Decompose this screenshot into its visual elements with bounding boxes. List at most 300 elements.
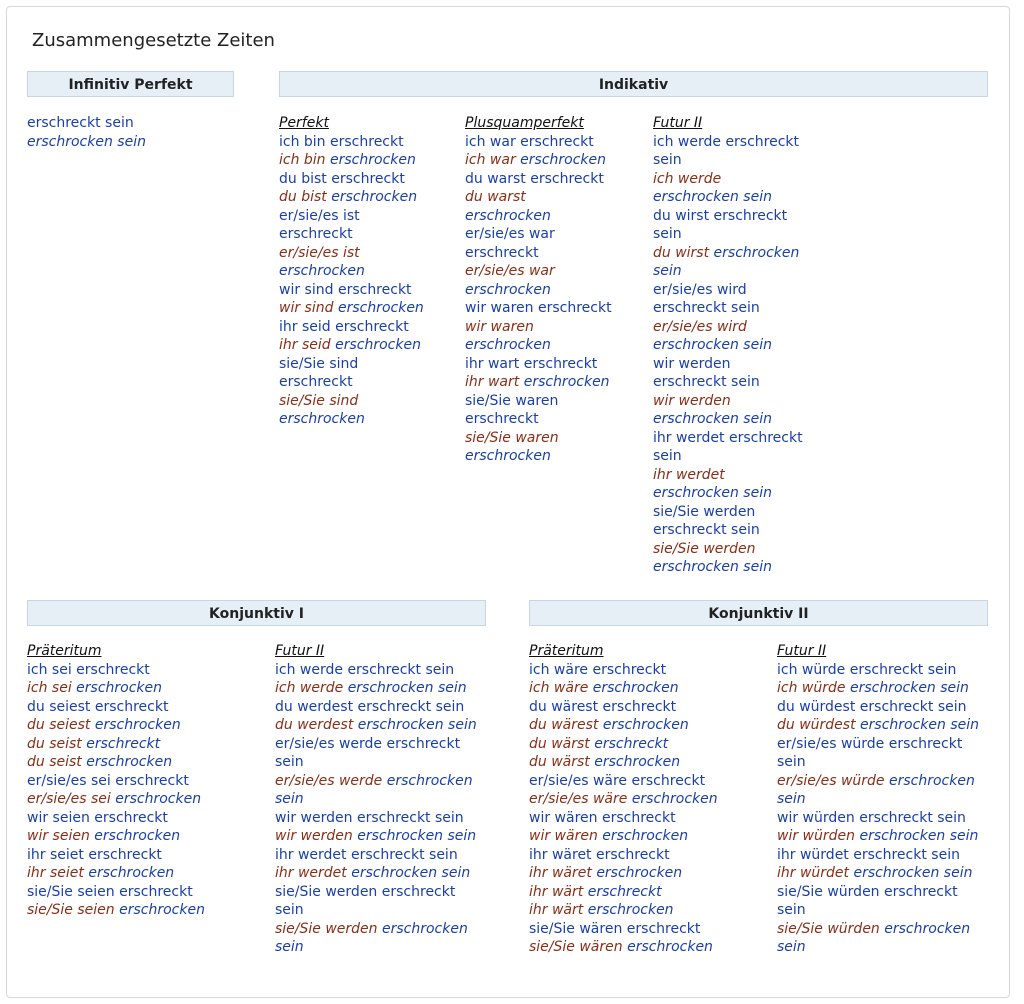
form-pronoun: ihr seiet <box>27 846 84 863</box>
form-verb: erschrocken <box>330 152 416 168</box>
conjugation-form <box>465 318 615 355</box>
form-pronoun: ich würde <box>777 680 846 696</box>
form-verb: erschreckt <box>587 883 662 900</box>
conjugation-form <box>279 188 429 207</box>
conjugation-form <box>777 827 987 846</box>
conjugation-form <box>27 716 257 735</box>
conjugation-form <box>777 883 987 920</box>
form-verb: erschreckt sein <box>356 809 464 826</box>
form-pronoun: ich sei <box>27 680 72 696</box>
form-pronoun: wir seien <box>27 809 90 826</box>
k2-praeteritum-title: Präteritum <box>529 643 604 659</box>
form-pronoun: er/sie/es werde <box>275 772 383 789</box>
form-pronoun: ihr seiet <box>27 865 84 881</box>
form-verb: erschrocken sein <box>653 485 772 501</box>
conjugation-form <box>27 846 257 865</box>
form-verb: erschrocken <box>465 281 551 298</box>
form-verb: erschrocken sein <box>653 189 772 205</box>
form-pronoun: sie/Sie wären <box>529 939 623 955</box>
conjugation-form <box>529 883 759 902</box>
form-pronoun: du würdest <box>777 717 856 733</box>
form-pronoun: ihr werdet <box>653 466 725 483</box>
conjugation-form <box>279 392 429 429</box>
form-verb: erschreckt sein <box>653 429 803 464</box>
conjugation-form <box>27 809 257 828</box>
form-pronoun: sie/Sie sind <box>279 355 359 372</box>
conjugation-form <box>275 679 485 698</box>
conjugation-form <box>275 661 485 680</box>
form-pronoun: er/sie/es würde <box>777 735 885 752</box>
conjugation-form <box>279 151 429 170</box>
form-verb: erschreckt <box>592 661 667 678</box>
plusquamperfekt-column <box>465 114 615 466</box>
form-pronoun: ich war <box>465 152 516 168</box>
form-verb: erschrocken <box>602 717 689 733</box>
conjugation-form <box>653 392 803 429</box>
page-title: Zusammengesetzte Zeiten <box>32 30 275 51</box>
conjugation-form <box>529 790 759 809</box>
conjugation-form <box>653 244 803 281</box>
form-pronoun: sie/Sie werden <box>275 920 378 937</box>
form-verb: erschreckt sein <box>653 300 760 316</box>
conjugation-form <box>275 883 485 920</box>
form-pronoun: ihr seid <box>279 318 331 335</box>
form-pronoun: sie/Sie sind <box>279 392 359 409</box>
form-verb: erschrocken sein <box>347 680 467 696</box>
form-pronoun: ihr werdet <box>653 429 725 446</box>
conjugation-form <box>27 114 146 133</box>
form-verb: erschrocken sein <box>351 865 471 881</box>
form-verb: erschreckt <box>86 735 161 752</box>
conjugation-form <box>465 133 615 152</box>
form-verb: erschrocken <box>115 791 202 807</box>
form-verb: erschrocken <box>465 337 551 353</box>
conjugation-form <box>279 318 429 337</box>
form-verb: erschrocken <box>279 263 365 279</box>
form-verb: erschreckt sein <box>275 883 456 918</box>
form-verb: erschrocken <box>94 828 181 844</box>
form-pronoun: ich würde <box>777 661 846 678</box>
conjugation-form <box>27 901 257 920</box>
conjugation-form <box>275 920 485 957</box>
conjugation-form <box>529 809 759 828</box>
form-verb: erschrocken <box>587 902 674 918</box>
k1-praeteritum-title: Präteritum <box>27 643 102 659</box>
form-verb: erschreckt <box>626 920 701 937</box>
form-verb: erschreckt <box>119 883 193 900</box>
conjugation-form <box>777 679 987 698</box>
form-verb: erschreckt <box>601 809 676 826</box>
conjugation-form <box>27 790 257 809</box>
conjugation-form <box>529 716 759 735</box>
form-pronoun: er/sie/es war <box>465 226 555 242</box>
form-verb: erschrocken sein <box>860 717 979 733</box>
form-pronoun: du seist <box>27 735 82 752</box>
conjugation-form <box>27 133 146 152</box>
conjugation-form <box>275 772 485 809</box>
conjugation-form <box>27 772 257 791</box>
form-pronoun: wir sind <box>279 281 334 298</box>
form-pronoun: ihr wart <box>465 355 520 372</box>
form-pronoun: wir waren <box>465 318 534 335</box>
form-verb: erschreckt sein <box>859 809 966 826</box>
infinitiv-forms <box>27 114 146 151</box>
form-pronoun: du wärest <box>529 717 599 733</box>
conjugation-form <box>529 827 759 846</box>
form-pronoun: sie/Sie wären <box>529 920 623 937</box>
conjugation-form <box>653 540 803 577</box>
conjugation-form <box>27 679 257 698</box>
form-verb: erschreckt <box>115 772 189 789</box>
k1-praeteritum-column <box>27 642 257 920</box>
form-pronoun: ihr seid <box>279 337 331 353</box>
conjugation-form <box>529 938 759 957</box>
form-pronoun: wir sind <box>279 300 334 316</box>
form-verb: erschreckt sein <box>849 661 957 678</box>
conjugation-form <box>777 809 987 828</box>
conjugation-form <box>279 133 429 152</box>
conjugation-form <box>279 299 429 318</box>
form-pronoun: ich werde <box>275 680 344 696</box>
conjugation-form <box>27 827 257 846</box>
form-verb: erschrocken sein <box>357 828 477 844</box>
perfekt-title: Perfekt <box>279 115 329 131</box>
form-pronoun: ihr werdet <box>275 846 347 863</box>
conjugation-form <box>653 429 803 466</box>
form-verb: erschreckt sein <box>347 661 455 678</box>
conjugation-form <box>465 373 615 392</box>
form-pronoun: er/sie/es sei <box>27 791 111 807</box>
form-verb: erschrocken sein <box>275 920 468 955</box>
form-verb: erschrocken sein <box>27 133 146 150</box>
form-pronoun: ich war <box>465 133 516 150</box>
form-verb: erschrocken <box>119 902 205 918</box>
form-pronoun: wir würden <box>777 809 855 826</box>
conjugation-form <box>27 661 257 680</box>
form-pronoun: du wirst <box>653 207 710 224</box>
form-verb: erschrocken sein <box>859 828 979 844</box>
form-pronoun: ihr wäret <box>529 846 592 863</box>
conjugation-form <box>653 355 803 392</box>
form-pronoun: ich bin <box>279 133 326 150</box>
form-verb: erschreckt <box>88 846 162 863</box>
form-pronoun: er/sie/es ist <box>279 207 360 224</box>
conjugation-form <box>529 753 759 772</box>
form-pronoun: wir waren <box>465 300 534 316</box>
form-verb: erschrocken sein <box>275 772 473 807</box>
form-verb: erschrocken sein <box>777 920 971 955</box>
form-verb: erschreckt <box>537 300 612 316</box>
conjugation-form <box>279 207 429 244</box>
conjugation-form <box>653 281 803 318</box>
form-pronoun: du wärst <box>529 754 590 770</box>
form-pronoun: du wärest <box>529 698 599 715</box>
k1-futur2-title: Futur II <box>275 643 325 659</box>
header-infinitiv-perfekt: Infinitiv Perfekt <box>27 71 234 97</box>
form-pronoun: ich werde <box>275 661 343 678</box>
futur2-indikativ-column <box>653 114 803 577</box>
form-pronoun: ihr wäret <box>529 865 592 881</box>
conjugation-form <box>465 299 615 318</box>
conjugation-form <box>465 170 615 189</box>
form-pronoun: sie/Sie werden <box>275 883 378 900</box>
form-verb: erschrocken <box>86 754 173 770</box>
k1-futur2-forms <box>275 661 485 957</box>
k2-praeteritum-column <box>529 642 759 957</box>
form-pronoun: er/sie/es sei <box>27 772 111 789</box>
conjugation-form <box>653 503 803 540</box>
conjugation-form <box>777 772 987 809</box>
form-verb: erschreckt <box>594 735 669 752</box>
header-konjunktiv-1: Konjunktiv I <box>27 600 486 626</box>
conjugation-form <box>279 336 429 355</box>
conjugation-form <box>529 661 759 680</box>
conjugation-form <box>529 679 759 698</box>
conjugation-form <box>275 809 485 828</box>
conjugation-form <box>275 716 485 735</box>
plusquamperfekt-title: Plusquamperfekt <box>465 115 584 131</box>
form-pronoun: sie/Sie seien <box>27 902 115 918</box>
form-verb: erschrocken <box>76 680 163 696</box>
form-verb: erschrocken <box>520 152 607 168</box>
form-pronoun: du bist <box>279 170 327 187</box>
form-pronoun: ich werde <box>653 170 722 187</box>
form-verb: erschreckt <box>279 374 353 390</box>
conjugation-form <box>465 188 615 225</box>
form-pronoun: wir werden <box>275 809 353 826</box>
form-verb: erschrocken <box>337 300 424 316</box>
form-verb: erschrocken sein <box>653 337 772 353</box>
form-pronoun: ich wäre <box>529 661 589 678</box>
form-verb: erschrocken sein <box>653 559 772 575</box>
conjugation-form <box>777 846 987 865</box>
form-pronoun: ihr wärt <box>529 902 584 918</box>
form-pronoun: sie/Sie würden <box>777 883 880 900</box>
form-pronoun: sie/Sie werden <box>653 503 756 520</box>
form-verb: erschreckt sein <box>27 115 134 131</box>
form-verb: erschrocken <box>523 374 610 390</box>
form-verb: erschrocken <box>465 207 551 224</box>
conjugation-form <box>653 170 803 207</box>
form-pronoun: er/sie/es würde <box>777 772 885 789</box>
form-pronoun: ich werde <box>653 133 721 150</box>
form-verb: erschreckt <box>337 281 412 298</box>
form-verb: erschreckt <box>76 661 150 678</box>
form-pronoun: er/sie/es werde <box>275 735 383 752</box>
conjugation-form <box>653 318 803 355</box>
form-verb: erschreckt sein <box>653 522 760 538</box>
form-verb: erschrocken <box>465 448 551 464</box>
form-pronoun: du seiest <box>27 698 91 715</box>
plusquamperfekt-forms <box>465 133 615 466</box>
form-pronoun: wir seien <box>27 828 90 844</box>
conjugation-form <box>653 207 803 244</box>
conjugation-form <box>275 735 485 772</box>
form-verb: erschreckt sein <box>859 698 967 715</box>
form-pronoun: er/sie/es wird <box>653 318 747 335</box>
form-pronoun: er/sie/es wäre <box>529 772 628 789</box>
form-verb: erschreckt sein <box>275 735 461 770</box>
conjugation-form <box>275 846 485 865</box>
conjugation-form <box>777 920 987 957</box>
form-verb: erschrocken sein <box>653 244 800 279</box>
conjugation-form <box>279 281 429 300</box>
conjugation-form <box>529 735 759 754</box>
form-verb: erschrocken sein <box>357 717 477 733</box>
form-verb: erschrocken <box>592 680 679 696</box>
conjugation-form <box>777 735 987 772</box>
conjugation-form <box>529 920 759 939</box>
form-pronoun: sie/Sie waren <box>465 392 559 409</box>
form-pronoun: du werdest <box>275 717 354 733</box>
form-verb: erschreckt <box>631 772 706 789</box>
conjugation-form <box>27 753 257 772</box>
form-verb: erschreckt <box>523 355 598 372</box>
form-pronoun: er/sie/es wird <box>653 281 747 298</box>
form-pronoun: ich bin <box>279 152 326 168</box>
form-pronoun: wir werden <box>275 828 353 844</box>
conjugation-form <box>465 429 615 466</box>
k2-futur2-forms <box>777 661 987 957</box>
form-verb: erschrocken <box>627 939 713 955</box>
conjugation-form <box>777 661 987 680</box>
form-verb: erschrocken sein <box>653 411 772 427</box>
form-verb: erschrocken <box>594 754 681 770</box>
form-verb: erschrocken <box>335 337 421 353</box>
conjugation-form <box>777 716 987 735</box>
conjugation-form <box>529 846 759 865</box>
form-pronoun: wir wären <box>529 828 598 844</box>
conjugation-form <box>653 133 803 170</box>
conjugation-form <box>529 864 759 883</box>
form-pronoun: du würdest <box>777 698 856 715</box>
form-pronoun: wir werden <box>653 392 731 409</box>
form-verb: erschreckt <box>465 244 539 261</box>
conjugation-form <box>275 864 485 883</box>
k2-futur2-column <box>777 642 987 957</box>
futur2-indikativ-forms <box>653 133 803 577</box>
form-pronoun: du seist <box>27 754 82 770</box>
form-verb: erschreckt sein <box>653 207 788 242</box>
conjugation-form <box>529 901 759 920</box>
form-verb: erschrocken <box>631 791 718 807</box>
form-verb: erschreckt sein <box>357 698 465 715</box>
form-verb: erschreckt <box>520 133 594 150</box>
conjugation-form <box>27 864 257 883</box>
conjugation-form <box>465 225 615 262</box>
form-verb: erschreckt sein <box>777 883 958 918</box>
conjugation-form <box>279 170 429 189</box>
form-verb: erschrocken <box>331 189 418 205</box>
form-pronoun: du warst <box>465 170 526 187</box>
conjugation-form <box>279 244 429 281</box>
form-pronoun: sie/Sie werden <box>653 540 756 557</box>
form-pronoun: er/sie/es ist <box>279 244 360 261</box>
form-verb: erschreckt <box>602 698 677 715</box>
form-verb: erschreckt sein <box>350 846 458 863</box>
futur2-indikativ-title: Futur II <box>653 115 703 131</box>
form-pronoun: er/sie/es war <box>465 263 555 279</box>
conjugation-form <box>27 735 257 754</box>
form-pronoun: wir wären <box>529 809 598 826</box>
k2-futur2-title: Futur II <box>777 643 827 659</box>
conjugation-form <box>777 864 987 883</box>
conjugation-form <box>465 151 615 170</box>
conjugation-form <box>465 392 615 429</box>
form-verb: erschreckt <box>94 698 169 715</box>
conjugation-form <box>27 883 257 902</box>
form-verb: erschreckt sein <box>653 133 800 168</box>
form-pronoun: sie/Sie waren <box>465 429 559 446</box>
form-verb: erschrocken <box>279 411 365 427</box>
form-verb: erschreckt <box>94 809 168 826</box>
form-pronoun: du seiest <box>27 717 91 733</box>
conjugation-form <box>275 827 485 846</box>
form-verb: erschrocken sein <box>777 772 975 807</box>
form-pronoun: du wärst <box>529 735 590 752</box>
form-pronoun: du bist <box>279 189 327 205</box>
form-pronoun: ich sei <box>27 661 72 678</box>
conjugation-form <box>777 698 987 717</box>
form-verb: erschrocken sein <box>853 865 973 881</box>
header-konjunktiv-2: Konjunktiv II <box>529 600 988 626</box>
conjugation-form <box>275 698 485 717</box>
form-verb: erschreckt sein <box>777 735 963 770</box>
form-pronoun: du warst <box>465 189 526 205</box>
form-pronoun: ihr würdet <box>777 846 849 863</box>
form-pronoun: sie/Sie seien <box>27 883 115 900</box>
k1-praeteritum-forms <box>27 661 257 920</box>
form-verb: erschreckt <box>530 170 604 187</box>
form-pronoun: er/sie/es wäre <box>529 791 628 807</box>
form-verb: erschrocken <box>94 717 181 733</box>
k1-futur2-column <box>275 642 485 957</box>
perfekt-column <box>279 114 429 429</box>
conjugation-form <box>653 466 803 503</box>
infinitiv-perfekt-column <box>27 114 146 151</box>
conjugation-form <box>529 772 759 791</box>
form-pronoun: sie/Sie würden <box>777 920 880 937</box>
form-verb: erschreckt <box>596 846 670 863</box>
form-pronoun: ihr werdet <box>275 865 347 881</box>
form-verb: erschrocken <box>88 865 175 881</box>
form-verb: erschrocken <box>602 828 689 844</box>
form-verb: erschreckt <box>331 170 405 187</box>
conjugation-form <box>465 262 615 299</box>
form-verb: erschrocken sein <box>849 680 969 696</box>
form-pronoun: ihr wärt <box>529 883 584 900</box>
header-indikativ: Indikativ <box>279 71 988 97</box>
form-verb: erschrocken <box>596 865 683 881</box>
form-verb: erschreckt <box>335 318 409 335</box>
form-verb: erschreckt sein <box>653 374 760 390</box>
form-pronoun: wir würden <box>777 828 855 844</box>
form-pronoun: ihr würdet <box>777 865 850 881</box>
conjugation-form <box>465 355 615 374</box>
form-pronoun: du wirst <box>653 244 710 261</box>
form-pronoun: ihr wart <box>465 374 520 390</box>
form-pronoun: ich wäre <box>529 680 589 696</box>
conjugation-form <box>279 355 429 392</box>
form-verb: erschreckt <box>279 226 353 242</box>
k2-praeteritum-forms <box>529 661 759 957</box>
conjugation-form <box>27 698 257 717</box>
form-verb: erschreckt sein <box>853 846 960 863</box>
form-verb: erschreckt <box>465 411 539 427</box>
form-pronoun: du werdest <box>275 698 354 715</box>
perfekt-forms <box>279 133 429 429</box>
conjugation-form <box>529 698 759 717</box>
